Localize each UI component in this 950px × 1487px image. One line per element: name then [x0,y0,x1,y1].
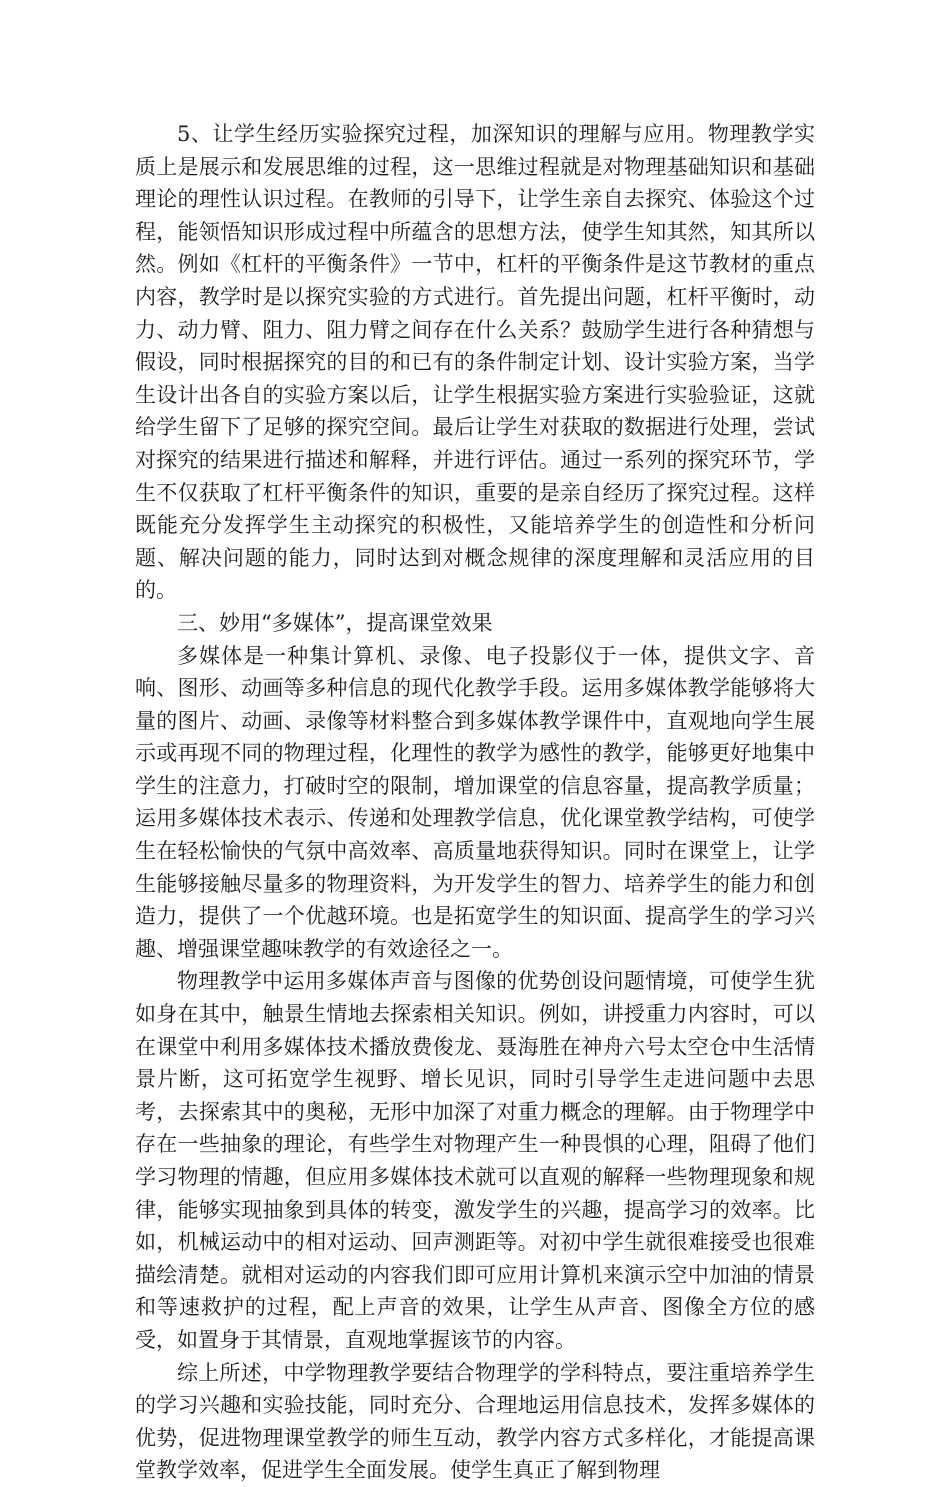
paragraph-multimedia-example: 物理教学中运用多媒体声音与图像的优势创设问题情境，可使学生犹如身在其中，触景生情地去探索相关知识。例如，讲授重力内容时，可以在课堂中利用多媒体技术播放费俊龙、聂海胜在神舟六号太空仓中生活情景片断，这可拓宽学生视野、增长见识，同时引导学生走进问题中去思考，去探索其中的奥秘，无形中加深了对重力概念的理解。由于物理学中存在一些抽象的理论，有些学生对物理产生一种畏惧的心理，阻碍了他们学习物理的情趣，但应用多媒体技术就可以直观的解释一些物理现象和规律，能够实现抽象到具体的转变，激发学生的兴趣，提高学习的效率。比如，机械运动中的相对运动、回声测距等。对初中学生就很难接受也很难描绘清楚。就相对运动的内容我们即可应用计算机来演示空中加油的情景和等速救护的过程，配上声音的效果，让学生从声音、图像全方位的感受，如置身于其情景，直观地掌握该节的内容。 [135,969,815,1352]
paragraph-experiment-inquiry: 5、让学生经历实验探究过程，加深知识的理解与应用。物理教学实质上是展示和发展思维的过程，这一思维过程就是对物理基础知识和基础理论的理性认识过程。在教师的引导下，让学生亲自去探究、体验这个过程，能领悟知识形成过程中所蕴含的思想方法，使学生知其然，知其所以然。例如《杠杆的平衡条件》一节中，杠杆的平衡条件是这节教材的重点内容，教学时是以探究实验的方式进行。首先提出问题，杠杆平衡时，动力、动力臂、阻力、阻力臂之间存在什么关系？鼓励学生进行各种猜想与假设，同时根据探究的目的和已有的条件制定计划、设计实验方案，当学生设计出各自的实验方案以后，让学生根据实验方案进行实验验证，这就给学生留下了足够的探究空间。最后让学生对获取的数据进行处理，尝试对探究的结果进行描述和解释，并进行评估。通过一系列的探究环节，学生不仅获取了杠杆平衡条件的知识，重要的是亲自经历了探究过程。这样既能充分发挥学生主动探究的积极性，又能培养学生的创造性和分析问题、解决问题的能力，同时达到对概念规律的深度理解和灵活应用的目的。 [135,122,815,603]
paragraph-conclusion: 综上所述，中学物理教学要结合物理学的学科特点，要注重培养学生的学习兴趣和实验技能，同时充分、合理地运用信息技术，发挥多媒体的优势，促进物理课堂教学的师生互动，教学内容方式多样化，才能提高课堂教学效率，促进学生全面发展。使学生真正了解到物理 [135,1360,815,1483]
section-heading-multimedia: 三、妙用“多媒体”，提高课堂效果 [177,610,493,635]
paragraph-multimedia-intro: 多媒体是一种集计算机、录像、电子投影仪于一体，提供文字、音响、图形、动画等多种信息的现代化教学手段。运用多媒体教学能够将大量的图片、动画、录像等材料整合到多媒体教学课件中，直观地向学生展示或再现不同的物理过程，化理性的教学为感性的教学，能够更好地集中学生的注意力，打破时空的限制，增加课堂的信息容量，提高教学质量；运用多媒体技术表示、传递和处理教学信息，优化课堂教学结构，可使学生在轻松愉快的气氛中高效率、高质量地获得知识。同时在课堂上，让学生能够接触尽量多的物理资料，为开发学生的智力、培养学生的能力和创造力，提供了一个优越环境。也是拓宽学生的知识面、提高学生的学习兴趣、增强课堂趣味教学的有效途径之一。 [135,643,815,961]
